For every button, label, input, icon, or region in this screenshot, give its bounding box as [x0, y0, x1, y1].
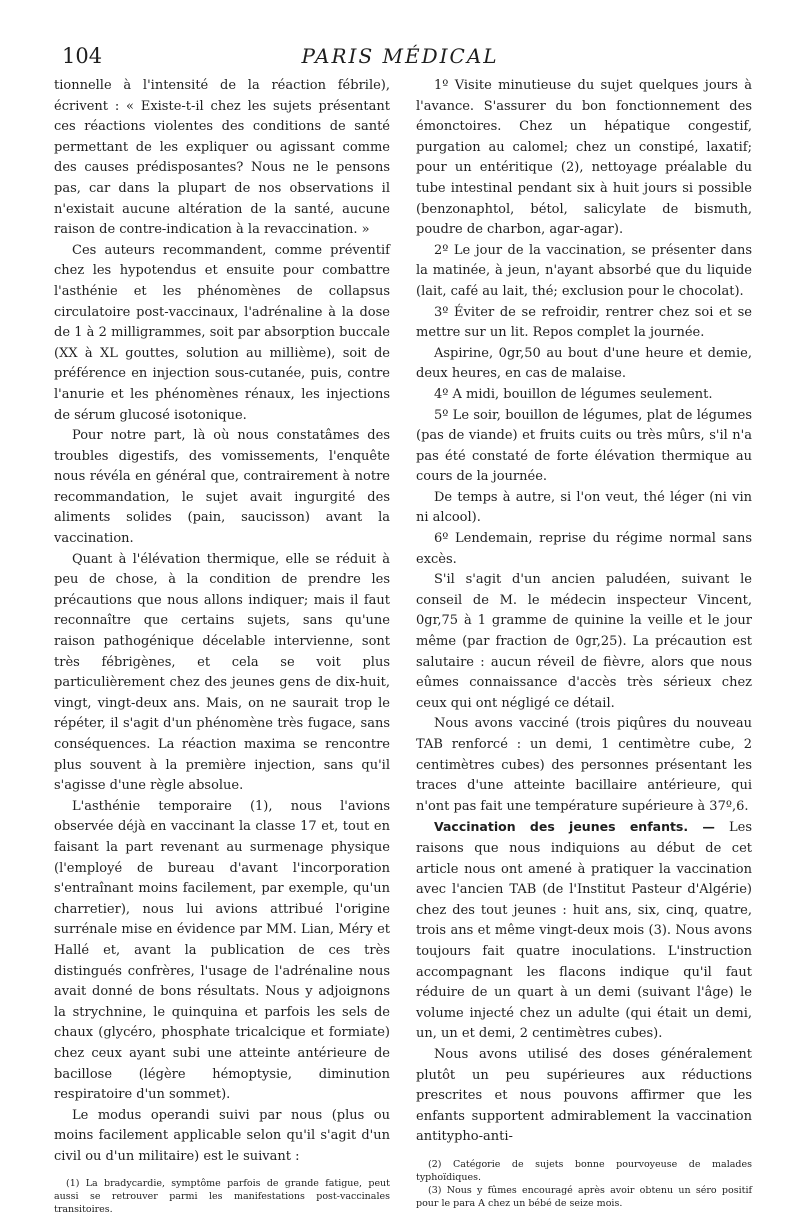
paragraph: De temps à autre, si l'on veut, thé léger (ni vin ni alcool). — [416, 489, 752, 526]
paragraph: S'il s'agit d'un ancien paludéen, suivant le conseil de M. le médecin inspecteur Vincent, 0gr,75 à 1 gramme de quinine la veille et le jour même (par fraction de 0gr,25). La précaution est salutaire : aucun réveil de fièvre, alors que nous eûmes connaissance d'accès très sérieux chez ceux qui ont négligé ce détail. — [416, 572, 752, 711]
section-heading: Vaccination des jeunes enfants. — — [434, 819, 715, 835]
paragraph: Le modus operandi suivi par nous (plus ou moins facilement applicable selon qu'il s'agit d'un civil ou d'un militaire) est le suivant : — [54, 1107, 390, 1164]
paragraph: Quant à l'élévation thermique, elle se réduit à peu de chose, à la condition de prendre les précautions que nous allons indiquer; mais il faut reconnaître que certains sujets, sans qu'une raison pathogénique décelable intervienne, sont très fébrigènes, et cela se voit plus particulièrement chez des jeunes gens de dix-huit, vingt, vingt-deux ans. Mais, on ne saurait trop le répéter, il s'agit d'un phénomène très fugace, sans conséquences. La réaction maxima se rencontre plus souvent à la première injection, sans qu'il s'agisse d'une règle absolue. — [54, 551, 390, 794]
paragraph: Pour notre part, là où nous constatâmes des troubles digestifs, des vomissements, l'enquête nous révéla en général que, contrairement à notre recommandation, le sujet avait ingurgité des aliments solides (pain, saucisson) avant la vaccination. — [54, 428, 390, 547]
paragraph: 2º Le jour de la vaccination, se présenter dans la matinée, à jeun, n'ayant absorbé que du liquide (lait, café au lait, thé; exclusion pour le chocolat). — [416, 242, 752, 299]
paragraph: 3º Éviter de se refroidir, rentrer chez soi et se mettre sur un lit. Repos complet la journée. — [416, 304, 752, 341]
paragraph: 5º Le soir, bouillon de légumes, plat de légumes (pas de viande) et fruits cuits ou très mûrs, s'il n'a pas été constaté de forte élévation thermique au cours de la journée. — [416, 407, 752, 485]
footnotes — [416, 1158, 752, 1210]
paragraph: 4º A midi, bouillon de légumes seulement. — [434, 386, 713, 402]
page-number: 104 — [62, 44, 103, 68]
paragraph: Nous avons utilisé des doses généralement plutôt un peu supérieures aux réductions prescrites et nous pouvons affirmer que les enfants supportent admirablement la vaccination antitypho-anti- — [416, 1046, 752, 1145]
section-paragraph — [416, 817, 752, 1045]
left-column — [54, 76, 390, 1216]
paragraph-text: Les raisons que nous indiquions au début de cet article nous ont amené à pratiquer la vaccination avec l'ancien TAB (de l'Institut Pasteur d'Algérie) chez des tout jeunes : huit ans, six, cinq, quatre, trois ans et même vingt-deux mois (3). Nous avons toujours fait quatre inoculations. L'instruction accompagnant les flacons indique qu'il faut réduire de un quart à un demi (suivant l'âge) le volume injecté chez un adulte (qui était un demi, un, un et demi, 2 centimètres cubes). — [416, 820, 752, 1042]
footnote: (3) Nous y fûmes encouragé après avoir obtenu un séro positif pour le para A chez un bébé de seize mois. — [416, 1184, 752, 1209]
right-column — [416, 76, 752, 1210]
paragraph: 6º Lendemain, reprise du régime normal sans excès. — [416, 531, 752, 567]
paragraph: tionnelle à l'intensité de la réaction fébrile), écrivent : « Existe-t-il chez les sujets présentant ces réactions violentes des conditions de santé permettant de les expliquer ou agissant comme des causes prédisposantes? Nous ne le pensons pas, car dans la plupart de nos observations il n'existait aucune altération de la santé, aucune raison de contre-indication à la revaccination. » — [54, 78, 390, 238]
footnote: (2) Catégorie de sujets bonne pourvoyeuse de malades typhoïdiques. — [416, 1158, 752, 1183]
paragraph: Aspirine, 0gr,50 au bout d'une heure et demie, deux heures, en cas de malaise. — [416, 345, 752, 382]
footnotes — [54, 1177, 390, 1216]
paragraph: Nous avons vacciné (trois piqûres du nouveau TAB renforcé : un demi, 1 centimètre cube, 2 centimètres cubes) des personnes présentant les traces d'une atteinte bacillaire antérieure, qui n'ont pas fait une température supérieure à 37º,6. — [416, 716, 752, 814]
paragraph: L'asthénie temporaire (1), nous l'avions observée déjà en vaccinant la classe 17 et, tout en faisant la part revenant au surmenage physique (l'employé de bureau d'avant l'incorporation s'entraînant moins facilement, par exemple, qu'un charretier), nous lui avions attribué l'origine surrénale mise en évidence par MM. Lian, Méry et Hallé et, avant la publication de ces très distingués confrères, l'usage de l'adrénaline nous avait donné de bons résultats. Nous y adjoignons la strychnine, le quinquina et parfois les sels de chaux (glycéro, phosphate tricalcique et formiate) chez ceux ayant subi une atteinte antérieure de bacillose (légère hémoptysie, diminution respiratoire d'un sommet). — [54, 798, 390, 1103]
footnote: (1) La bradycardie, symptôme parfois de grande fatigue, peut aussi se retrouver parmi les manifestations post-vaccinales transitoires. — [54, 1178, 390, 1216]
running-title: PARIS MÉDICAL — [301, 44, 499, 68]
paragraph: 1º Visite minutieuse du sujet quelques jours à l'avance. S'assurer du bon fonctionnement des émonctoires. Chez un hépatique congestif, purgation au calomel; chez un constipé, laxatif; pour un entéritique (2), nettoyage préalable du tube intestinal pendant six à huit jours si possible (benzonaphtol, bétol, salicylate de bismuth, poudre de charbon, agar-agar). — [416, 78, 752, 238]
paragraph: Ces auteurs recommandent, comme préventif chez les hypotendus et ensuite pour combattre l'asthénie et les phénomènes de collapsus circulatoire post-vaccinaux, l'adrénaline à la dose de 1 à 2 milligrammes, soit par absorption buccale (XX à XL gouttes, solution au millième), soit de préférence en injection sous-cutanée, puis, contre l'anurie et les phénomènes rénaux, les injections de sérum glucosé isotonique. — [54, 242, 390, 423]
